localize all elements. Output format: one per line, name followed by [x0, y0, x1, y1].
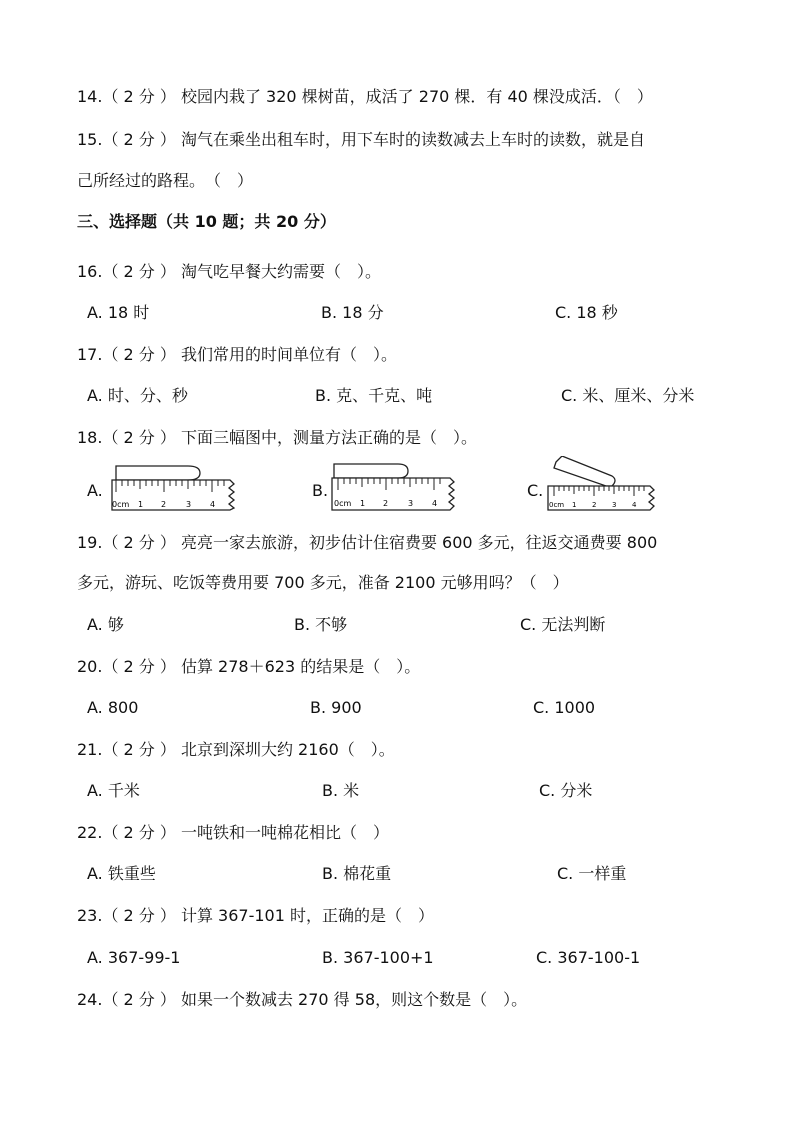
ruler-a-tick-4: 4	[210, 500, 216, 509]
ruler-c-tick-2: 2	[592, 501, 597, 509]
q21-option-a[interactable]: A. 千米	[87, 781, 140, 800]
q21-option-c[interactable]: C. 分米	[539, 781, 593, 800]
q22-option-c[interactable]: C. 一样重	[557, 864, 627, 883]
ruler-b-tick-4: 4	[432, 499, 438, 508]
q17-option-c[interactable]: C. 米、厘米、分米	[561, 386, 695, 405]
ruler-c-tick-4: 4	[632, 501, 637, 509]
q16-option-b[interactable]: B. 18 分	[321, 303, 384, 322]
ruler-b-tick-0: 0cm	[334, 499, 352, 508]
ruler-c-tick-1: 1	[572, 501, 577, 509]
q20-option-c[interactable]: C. 1000	[533, 698, 596, 717]
question-15-line2: 己所经过的路程。 （ ）	[77, 171, 254, 190]
question-18: 18.（ 2 分 ） 下面三幅图中，测量方法正确的是（ ）。	[77, 428, 477, 447]
question-19-line2: 多元，游玩、吃饭等费用要 700 多元，准备 2100 元够用吗？（ ）	[77, 573, 569, 592]
question-23: 23.（ 2 分 ） 计算 367-101 时，正确的是（ ）	[77, 906, 434, 925]
question-15-line1: 15.（ 2 分 ） 淘气在乘坐出租车时，用下车时的读数减去上车时的读数，就是自	[77, 130, 645, 149]
question-19-line1: 19.（ 2 分 ） 亮亮一家去旅游，初步估计住宿费要 600 多元，往返交通费要 800	[77, 533, 658, 552]
q17-option-b[interactable]: B. 克、千克、吨	[315, 386, 433, 405]
question-16: 16.（ 2 分 ） 淘气吃早餐大约需要（ ）。	[77, 262, 381, 281]
section-3-title: 三、选择题（共 10 题；共 20 分）	[77, 212, 336, 231]
ruler-c-tick-0: 0cm	[549, 501, 565, 509]
q19-option-b[interactable]: B. 不够	[294, 615, 348, 634]
ruler-a-tick-1: 1	[138, 500, 144, 509]
q17-option-a[interactable]: A. 时、分、秒	[87, 386, 188, 405]
q18-option-a[interactable]: A.	[87, 481, 103, 500]
ruler-c-tick-3: 3	[612, 501, 617, 509]
question-14: 14.（ 2 分 ） 校园内栽了 320 棵树苗，成活了 270 棵．有 40 棵没成活．（ ）	[77, 87, 653, 106]
q19-option-c[interactable]: C. 无法判断	[520, 615, 606, 634]
ruler-figure-c	[546, 456, 662, 514]
q20-option-b[interactable]: B. 900	[310, 698, 362, 717]
q23-option-a[interactable]: A. 367-99-1	[87, 948, 181, 967]
q22-option-a[interactable]: A. 铁重些	[87, 864, 156, 883]
ruler-a-tick-3: 3	[186, 500, 192, 509]
q22-option-b[interactable]: B. 棉花重	[322, 864, 392, 883]
question-21: 21.（ 2 分 ） 北京到深圳大约 2160（ ）。	[77, 740, 395, 759]
ruler-a-tick-2: 2	[161, 500, 167, 509]
ruler-figure-b	[330, 462, 462, 514]
ruler-b-tick-3: 3	[408, 499, 414, 508]
ruler-b-tick-1: 1	[360, 499, 366, 508]
q18-option-c[interactable]: C.	[527, 481, 544, 500]
q16-option-c[interactable]: C. 18 秒	[555, 303, 618, 322]
q23-option-b[interactable]: B. 367-100+1	[322, 948, 434, 967]
q21-option-b[interactable]: B. 米	[322, 781, 360, 800]
q19-option-a[interactable]: A. 够	[87, 615, 124, 634]
q16-option-a[interactable]: A. 18 时	[87, 303, 150, 322]
ruler-figure-a	[108, 462, 240, 514]
q23-option-c[interactable]: C. 367-100-1	[536, 948, 641, 967]
question-20: 20.（ 2 分 ） 估算 278＋623 的结果是（ ）。	[77, 657, 421, 676]
question-24: 24.（ 2 分 ） 如果一个数减去 270 得 58，则这个数是（ ）。	[77, 990, 528, 1009]
question-17: 17.（ 2 分 ） 我们常用的时间单位有（ ）。	[77, 345, 397, 364]
q18-option-b[interactable]: B.	[312, 481, 329, 500]
q20-option-a[interactable]: A. 800	[87, 698, 139, 717]
ruler-a-tick-0: 0cm	[112, 500, 130, 509]
question-22: 22.（ 2 分 ） 一吨铁和一吨棉花相比（ ）	[77, 823, 389, 842]
ruler-b-tick-2: 2	[383, 499, 389, 508]
